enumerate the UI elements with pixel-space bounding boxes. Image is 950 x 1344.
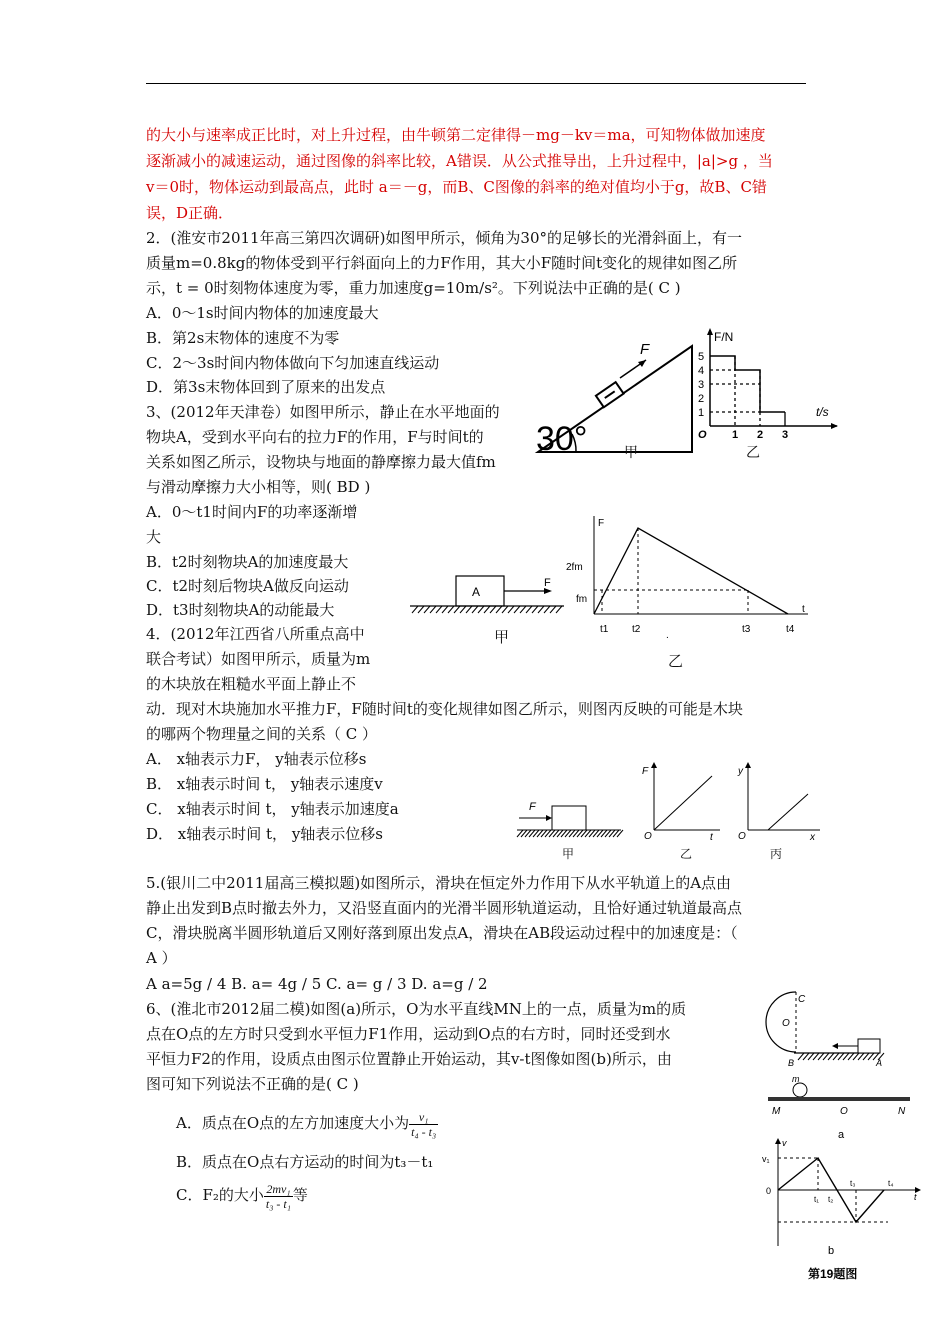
q4-stem-2: 联合考试）如图甲所示，质量为m	[146, 650, 371, 668]
q4-caption-yi: 乙	[680, 847, 693, 861]
q4-option-b: B． x轴表示时间 t， y轴表示速度v	[146, 775, 383, 793]
q3-caption-jia: 甲	[494, 628, 510, 646]
q4-stem-4: 动．现对木块施加水平推力F，F随时间t的变化规律如图乙所示，则图丙反映的可能是木块	[146, 700, 743, 718]
q5-figure-track	[758, 986, 888, 1070]
x-tick-3: 3	[782, 429, 789, 441]
q2-option-d: D．第3s末物体回到了原来的出发点	[146, 378, 386, 396]
q6-stem-1: 6、(淮北市2012届二模)如图(a)所示，O为水平直线MN上的一点，质量为m的质	[146, 1000, 687, 1018]
b-label-t: t	[914, 1192, 917, 1202]
bing-line	[768, 794, 808, 830]
figure-title: 第19题图	[808, 1267, 858, 1281]
label-t3: t3	[742, 624, 751, 635]
q6-option-b: B．质点在O点右方运动的时间为t₃－t₁	[176, 1153, 434, 1171]
q6-option-a-fraction	[409, 1110, 438, 1139]
yi-y-label: F	[642, 766, 649, 777]
q4-option-d: D． x轴表示时间 t， y轴表示位移s	[146, 825, 383, 843]
q2-option-c: C．2～3s时间内物体做向下匀加速直线运动	[146, 354, 440, 372]
a-label-N: N	[898, 1106, 906, 1117]
origin-label: O	[698, 429, 707, 441]
y-axis-label: F/N	[714, 330, 734, 344]
q6-stem-2: 点在O点的左方时只受到水平恒力F1作用，运动到O点的右方时，同时还受到水	[146, 1025, 671, 1043]
q6-option-c-text: C．F₂的大小	[176, 1186, 264, 1204]
label-t4: t4	[786, 624, 795, 635]
q3-option-a: A．0～t1时间内F的功率逐渐增	[146, 503, 358, 521]
incline-angle-label: 30°	[536, 420, 588, 458]
b-label-v1: v₁	[762, 1154, 770, 1164]
q2-figure-force-time	[692, 326, 842, 446]
q2-caption-yi: 乙	[746, 445, 760, 461]
frac-numerator: v₁	[418, 1109, 429, 1124]
answer-line-1: 的大小与速率成正比时，对上升过程，由牛顿第二定律得－mg－kv＝ma，可知物体做加速度	[146, 126, 766, 144]
q4-caption-bing: 丙	[770, 847, 783, 861]
q3-option-c: C．t2时刻后物块A做反向运动	[146, 577, 349, 595]
q3-stem-3: 关系如图乙所示，设物块与地面的静摩擦力最大值fm	[146, 453, 496, 471]
q4-stem-5: 的哪两个物理量之间的关系（ C ）	[146, 725, 378, 743]
label-fm: fm	[576, 594, 588, 605]
q6-option-c	[176, 1180, 308, 1211]
q6-figure-b	[758, 1136, 928, 1284]
q5-stem-2: 静止出发到B点时撤去外力，又沿竖直面内的光滑半圆形轨道运动，且恰好通过轨道最高点	[146, 899, 743, 917]
q6-stem-3: 平恒力F2的作用，设质点由图示位置静止开始运动，其v-t图像如图(b)所示，由	[146, 1050, 672, 1068]
q3-figure-block	[408, 568, 568, 618]
b-label-t2: t₂	[828, 1195, 834, 1204]
q3-option-d: D．t3时刻物块A的动能最大	[146, 601, 335, 619]
yi-line	[654, 776, 712, 830]
label-b: B	[788, 1058, 795, 1068]
a-label-M: M	[772, 1106, 781, 1117]
q2-option-b: B．第2s末物体的速度不为零	[146, 329, 340, 347]
b-label-t1: t₁	[814, 1195, 819, 1204]
bing-x-label: x	[810, 832, 815, 840]
q3-stem-2: 物块A，受到水平向右的拉力F的作用，F与时间t的	[146, 428, 484, 446]
q2-stem-2: 质量m=0.8kg的物体受到平行斜面向上的力F作用，其大小F随时间t变化的规律如图乙所	[146, 254, 738, 272]
a-label-O: O	[840, 1106, 848, 1117]
q4-stem-1: 4．(2012年江西省八所重点高中	[146, 625, 365, 643]
label-c: C	[798, 994, 806, 1005]
q2-stem-3: 示，t = 0时刻物体速度为零，重力加速度g=10m/s²。下列说法中正确的是( C )	[146, 279, 681, 297]
label-2fm: 2fm	[566, 562, 583, 573]
label-o: O	[782, 1018, 790, 1029]
bing-origin: O	[738, 831, 746, 840]
b-label-t4: t₄	[888, 1179, 894, 1188]
x-tick-2: 2	[757, 429, 764, 441]
q3-stem-4: 与滑动摩擦力大小相等，则( BD )	[146, 478, 371, 496]
y-tick-5: 5	[698, 351, 705, 363]
incline-block	[596, 382, 624, 407]
q4-figure-bing	[734, 760, 824, 840]
force-curve	[594, 528, 788, 614]
frac-denominator: t₃ - t₁	[265, 1196, 291, 1211]
block-label: A	[472, 585, 481, 599]
q3-caption-yi: 乙	[668, 652, 684, 670]
q5-stem-4: A ）	[146, 949, 177, 967]
q2-caption-jia: 甲	[624, 445, 638, 461]
yi-x-label: t	[710, 832, 713, 840]
q2-stem-1: 2．(淮安市2011年高三第四次调研)如图甲所示，倾角为30°的足够长的光滑斜面上，有一	[146, 229, 743, 247]
bing-y-label: y	[738, 766, 743, 777]
q3-stem-1: 3、(2012年天津卷）如图甲所示，静止在水平地面的	[146, 403, 500, 421]
x-axis-label: t/s	[816, 405, 829, 419]
q6-option-a-text: A．质点在O点的左方加速度大小为	[176, 1114, 410, 1132]
yi-origin: O	[644, 831, 652, 840]
q4-figure-jia	[515, 796, 625, 838]
q2-figure-incline	[530, 340, 700, 460]
q6-stem-4: 图可知下列说法不正确的是( C )	[146, 1075, 359, 1093]
q5-options: A a=5g / 4 B. a= 4g / 5 C. a= g / 3 D. a=g / 2	[146, 975, 488, 993]
answer-line-4: 误，D正确．	[146, 204, 234, 222]
b-caption: b	[828, 1245, 835, 1257]
label-t1: t1	[600, 624, 609, 635]
y-axis-label: F	[598, 518, 605, 529]
q3-option-a-cont: 大	[146, 528, 162, 546]
label-a: A	[876, 1058, 883, 1068]
jia-force-label: F	[529, 801, 536, 813]
q6-figure-a	[758, 1072, 918, 1142]
a-label-m: m	[792, 1074, 800, 1084]
q3-option-b: B．t2时刻物块A的加速度最大	[146, 553, 349, 571]
frac-numerator: 2mv₁	[266, 1181, 291, 1196]
q5-stem-1: 5.(银川二中2011届高三模拟题)如图所示，滑块在恒定外力作用下从水平轨道上的A点由	[146, 874, 732, 892]
y-tick-3: 3	[698, 379, 705, 391]
y-tick-4: 4	[698, 365, 705, 377]
q4-figure-yi	[640, 760, 725, 840]
y-tick-1: 1	[698, 407, 705, 419]
a-caption: a	[838, 1129, 845, 1141]
incline-force-label: F	[640, 341, 650, 358]
frac-denominator: t₄ - t₃	[411, 1124, 437, 1139]
y-tick-2: 2	[698, 393, 705, 405]
q4-option-a: A． x轴表示力F， y轴表示位移s	[146, 750, 367, 768]
x-axis-label: t	[802, 604, 805, 615]
label-t2: t2	[632, 624, 641, 635]
q4-stem-3: 的木块放在粗糙水平面上静止不	[146, 675, 357, 693]
semicircle	[766, 992, 796, 1052]
x-tick-1: 1	[732, 429, 739, 441]
q5-stem-3: C，滑块脱离半圆形轨道后又刚好落到原出发点A，滑块在AB段运动过程中的加速度是：（	[146, 924, 738, 942]
q6-option-a	[176, 1108, 438, 1139]
answer-line-3: v＝0时，物体运动到最高点，此时 a＝－g，而B、C图像的斜率的绝对值均小于g，故B、C错	[146, 178, 767, 196]
q4-option-c: C． x轴表示时间 t， y轴表示加速度a	[146, 800, 399, 818]
answer-line-2: 逐渐减小的减速运动，通过图像的斜率比较，A错误．从公式推导出，上升过程中，|a|>g ，当	[146, 152, 773, 170]
q2-option-a: A．0～1s时间内物体的加速度最大	[146, 304, 379, 322]
q3-figure-force-time	[562, 514, 812, 640]
stray-dot: .	[666, 630, 669, 640]
b-label-0: 0	[766, 1186, 772, 1196]
q6-option-c-fraction	[264, 1182, 293, 1211]
q6-option-c-suffix: 等	[292, 1186, 308, 1204]
b-label-v: v	[782, 1138, 787, 1148]
q4-caption-jia: 甲	[562, 847, 575, 861]
header-rule	[146, 83, 806, 84]
b-label-t3: t₃	[850, 1179, 856, 1188]
force-label: F	[544, 577, 551, 589]
